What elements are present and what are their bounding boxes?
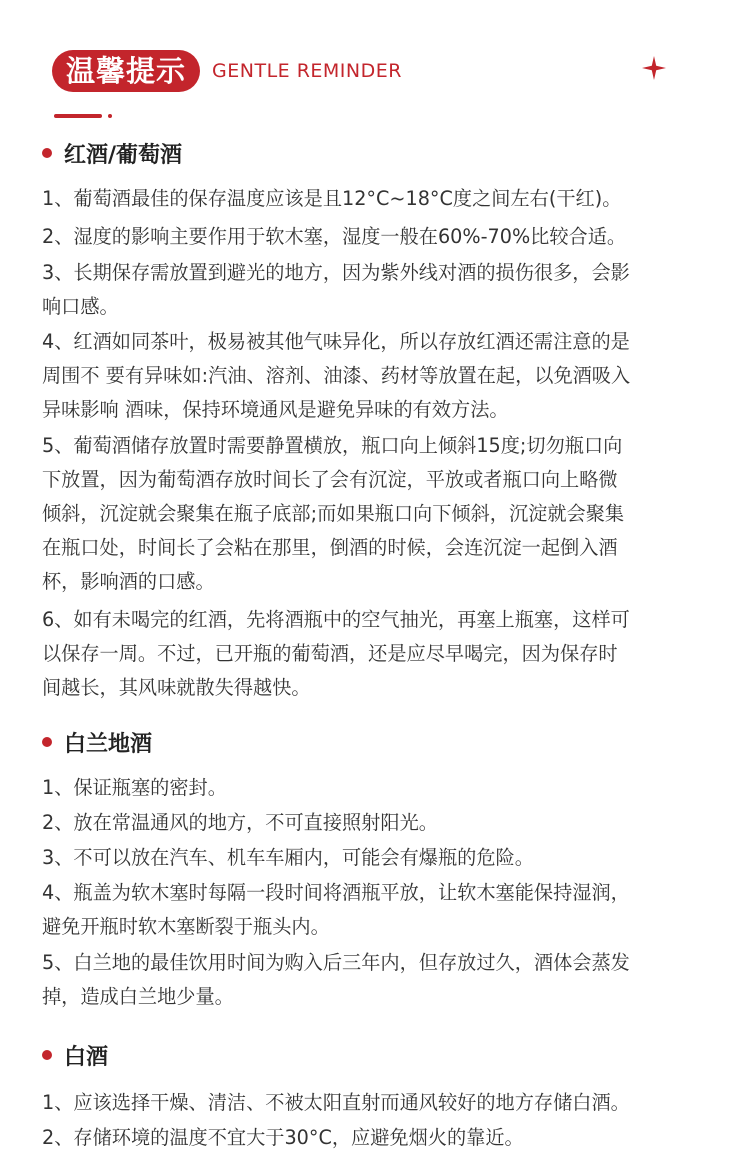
text-line: 1、应该选择干燥、清洁、不被太阳直射而通风较好的地方存储白酒。 [42,1091,630,1114]
text-line: 1、保证瓶塞的密封。 [42,776,227,799]
text-line: 5、葡萄酒储存放置时需要静置横放，瓶口向上倾斜15度;切勿瓶口向 [42,434,623,457]
page-title: 温馨提示 [52,50,200,92]
list-item [42,1121,714,1155]
section-title-text: 白兰地酒 [64,731,153,757]
header [52,50,402,92]
title-underline [54,114,102,118]
text-line: 下放置，因为葡萄酒存放时间长了会有沉淀，平放或者瓶口向上略微 [42,468,618,491]
list-item [42,876,714,944]
text-line: 3、长期保存需放置到避光的地方，因为紫外线对酒的损伤很多，会影 [42,261,630,284]
text-line: 1、葡萄酒最佳的保存温度应该是且12°C~18°C度之间左右(干红)。 [42,187,622,210]
text-line: 2、湿度的影响主要作用于软木塞，湿度一般在60%-70%比较合适。 [42,225,627,248]
text-line: 以保存一周。不过，已开瓶的葡萄酒，还是应尽早喝完，因为保存时 [42,642,618,665]
text-line: 3、不可以放在汽车、机车车厢内，可能会有爆瓶的危险。 [42,846,534,869]
section-title-text: 白酒 [64,1044,109,1070]
list-item [42,806,714,840]
text-line: 倾斜，沉淀就会聚集在瓶子底部;而如果瓶口向下倾斜，沉淀就会聚集 [42,502,625,525]
list-item [42,771,714,805]
text-line: 异味影响 酒味，保持环境通风是避免异味的有效方法。 [42,398,509,421]
list-item [42,220,714,254]
bullet-dot [42,737,52,747]
section-title-baijiu [42,1040,108,1070]
list-item [42,325,714,427]
text-line: 在瓶口处，时间长了会粘在那里，倒酒的时候，会连沉淀一起倒入酒 [42,536,618,559]
section-title-text: 红酒/葡萄酒 [64,142,183,168]
bullet-dot [42,148,52,158]
text-line: 4、瓶盖为软木塞时每隔一段时间将酒瓶平放，让软木塞能保持湿润， [42,881,630,904]
list-item [42,946,714,1014]
list-item [42,1086,714,1120]
text-line: 2、存储环境的温度不宜大于30°C，应避免烟火的靠近。 [42,1126,524,1149]
sparkle-star-icon [640,54,668,82]
list-item [42,603,714,705]
list-item [42,256,714,324]
list-item [42,429,714,599]
section-title-red-wine [42,138,182,168]
text-line: 5、白兰地的最佳饮用时间为购入后三年内，但存放过久，酒体会蒸发 [42,951,630,974]
bullet-dot [42,1050,52,1060]
section-title-brandy [42,727,152,757]
text-line: 6、如有未喝完的红酒，先将酒瓶中的空气抽光，再塞上瓶塞，这样可 [42,608,630,631]
text-line: 4、红酒如同茶叶，极易被其他气味异化，所以存放红酒还需注意的是 [42,330,630,353]
list-item [42,841,714,875]
page-subtitle: GENTLE REMINDER [212,60,402,82]
title-underline-dot [108,114,112,118]
text-line: 响口感。 [42,295,119,318]
text-line: 掉，造成白兰地少量。 [42,985,234,1008]
text-line: 2、放在常温通风的地方，不可直接照射阳光。 [42,811,438,834]
text-line: 杯，影响酒的口感。 [42,570,215,593]
text-line: 避免开瓶时软木塞断裂于瓶头内。 [42,915,330,938]
list-item [42,182,714,216]
text-line: 周围不 要有异味如:汽油、溶剂、油漆、药材等放置在起，以免酒吸入 [42,364,631,387]
text-line: 间越长，其风味就散失得越快。 [42,676,311,699]
